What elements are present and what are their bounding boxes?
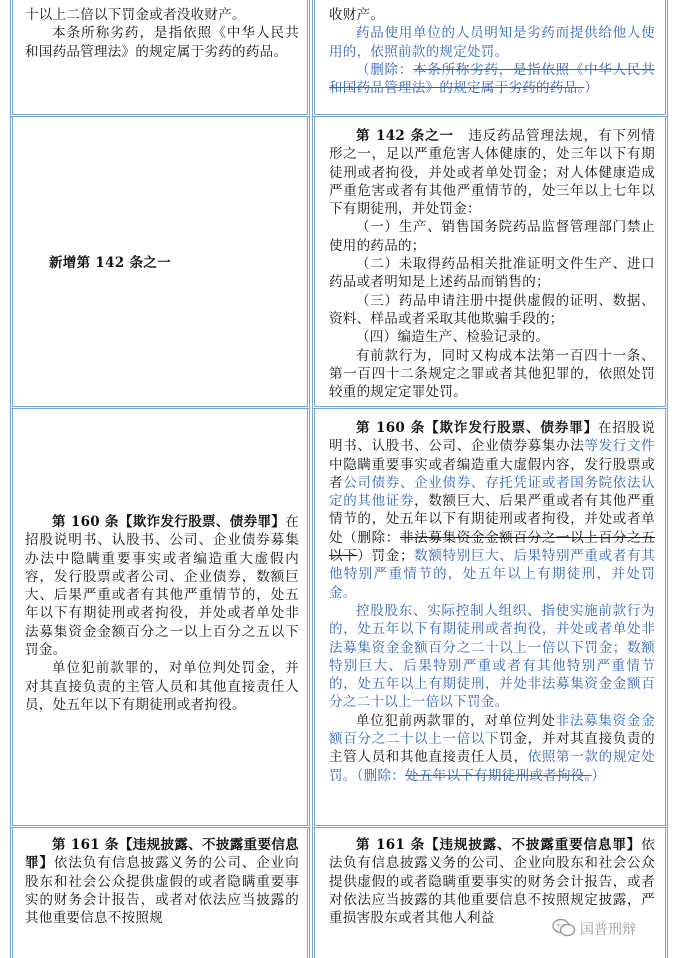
article-body: 依法负有信息披露义务的公司、企业向股东和社会公众提供虚假的或者隐瞒重要事实的财务会计报告，或者对依法应当披露的其他重要信息不按照规定披露，严重损害股东或者其他人利益 <box>329 837 655 927</box>
added-text: 数额特别巨大、后果特别严重或者有其他特别严重情节的，处五年以上有期徒刑，并处罚金。 <box>329 548 655 601</box>
deleted-text: 处五年以下有期徒刑或者拘役。 <box>405 767 592 784</box>
original-text-cell <box>10 828 310 958</box>
text: 单位犯前两款罪的，对单位判处 <box>356 712 556 729</box>
added-text: 控股股东、实际控制人组织、指使实施前款行为的，处五年以下有期徒刑或者拘役，并处或者单处非法募集资金金额百分之二十以上一倍以下罚金；数额特别巨大、后果特别严重或者有其他特别严重情节的，处五年以上有期徒刑，并处非法募集资金金额百分之二十以上一倍以下罚金。 <box>329 602 655 711</box>
article-body: 违反药品管理法规，有下列情形之一，足以严重危害人体健康的，处三年以下有期徒刑或者拘役，并处或者单处罚金；对人体健康造成严重危害或者有其他严重情节的，处三年以上七年以下有期徒刑，并处罚金： <box>329 128 655 218</box>
added-text: 等发行文件 <box>584 438 655 455</box>
wechat-icon <box>552 918 576 938</box>
paragraph <box>25 513 299 659</box>
amended-text-cell <box>312 409 668 828</box>
added-text: 依照第一款的规定处罚。（删除： <box>329 749 655 784</box>
article-heading: 第 161 条【违规披露、不披露重要信息罪】 <box>356 837 642 853</box>
new-article-label: 新增第 142 条之一 <box>49 255 171 271</box>
added-text: 非法募集资金金额百分之二十以上一倍以下 <box>329 712 655 748</box>
paragraph: （四）编造生产、检验记录的。 <box>356 329 550 346</box>
paragraph <box>329 127 655 218</box>
deletion-note <box>329 61 655 98</box>
article-body: 依法负有信息披露义务的公司、企业向股东和社会公众提供虚假的或者隐瞒重要事实的财务会计报告，或者对依法应当披露的其他重要信息不按照规 <box>25 855 299 927</box>
paragraph: 十以上二倍以下罚金或者没收财产。 <box>25 7 246 23</box>
article-body: 在招股说明书、认股书、公司、企业债券募集办法中隐瞒重要事实或者编造重大虚假内容，发行股票或者公司、企业债券，数额巨大、后果严重或者有其他严重情节的，处五年以下有期徒刑或者拘役，并处或者单处非法募集资金金额百分之一以上百分之五以下罚金。 <box>25 514 299 659</box>
paragraph: 有前款行为，同时又构成本法第一百四十一条、第一百四十二条规定之罪或者其他犯罪的，依照处罚较重的规定定罪处罚。 <box>329 347 655 401</box>
deleted-text: 非法募集资金金额百分之一以上百分之五以下 <box>329 529 655 565</box>
paragraph <box>25 836 299 927</box>
deleted-text: 本条所称劣药，是指依照《中华人民共和国药品管理法》的规定属于劣药的药品。 <box>329 61 655 97</box>
amended-text-cell <box>312 117 668 409</box>
text: 在招股说明书、认股书、公司、企业债券募集办法 <box>329 420 656 455</box>
article-heading: 第 160 条【欺诈发行股票、债券罪】 <box>356 420 598 436</box>
text: 罚金，并对其直接负责的主管人员和其他直接责任人员， <box>329 731 655 766</box>
paragraph: （三）药品申请注册中提供虚假的证明、数据、资料、样品或者采取其他欺骗手段的； <box>329 292 655 327</box>
paragraph: （一）生产、销售国务院药品监督管理部门禁止使用的药品的； <box>329 219 655 254</box>
original-text-cell <box>10 409 310 828</box>
amended-text-cell <box>312 0 668 117</box>
article-heading: 第 161 条【违规披露、不披露重要信息罪】 <box>25 837 299 872</box>
watermark-text: 国普刑辩 <box>580 922 636 938</box>
watermark <box>552 912 667 946</box>
paragraph: 收财产。 <box>329 7 385 23</box>
original-text-cell <box>10 117 310 409</box>
table-row <box>10 0 668 117</box>
paragraph: 本条所称劣药，是指依照《中华人民共和国药品管理法》的规定属于劣药的药品。 <box>25 25 299 60</box>
added-text: 药品使用单位的人员明知是劣药而提供给他人使用的，依照前款的规定处罚。 <box>329 25 655 60</box>
added-text: 公司债券、企业债券、存托凭证或者国务院依法认定的其他证券 <box>329 474 655 510</box>
comparison-table <box>10 0 668 958</box>
text: ，数额巨大、后果严重或者有其他严重情节的，处五年以下有期徒刑或者拘役，并处或者单处（删除： <box>329 493 655 546</box>
article-heading: 第 160 条【欺诈发行股票、债券罪】 <box>52 514 286 530</box>
paragraph <box>329 712 655 785</box>
paragraph <box>329 419 655 602</box>
article-heading: 第 142 条之一 <box>356 128 454 144</box>
table-row <box>10 117 668 409</box>
deletion-close: ） <box>584 80 599 97</box>
table-row <box>10 409 668 828</box>
text: ）罚金； <box>357 548 414 565</box>
paragraph: 单位犯前款罪的，对单位判处罚金，并对其直接负责的主管人员和其他直接责任人员，处五年以下有期徒刑或者拘役。 <box>25 660 299 713</box>
deletion-label: （删除： <box>356 61 414 78</box>
paragraph: （二）未取得药品相关批准证明文件生产、进口药品或者明知是上述药品而销售的； <box>329 256 655 291</box>
original-text-cell <box>10 0 310 117</box>
text: 中隐瞒重要事实或者编造重大虚假内容，发行股票或者 <box>329 456 655 491</box>
deletion-close: ） <box>591 767 606 784</box>
